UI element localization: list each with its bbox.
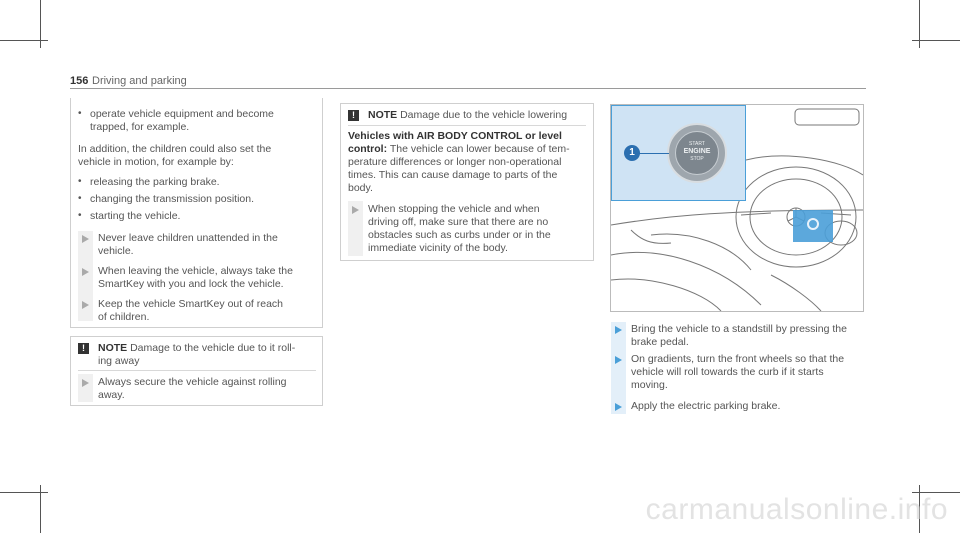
step-arrow-icon	[615, 326, 622, 334]
button-label: START	[689, 141, 705, 147]
button-label: ENGINE	[683, 148, 711, 155]
list-item: releasing the parking brake.	[90, 176, 220, 188]
step-text: Bring the vehicle to a standstill by pressing the	[631, 323, 847, 335]
step-text: Keep the vehicle SmartKey out of reach	[98, 298, 284, 310]
note-label: NOTE	[98, 342, 128, 354]
list-item: starting the vehicle.	[90, 210, 181, 222]
step-text: When leaving the vehicle, always take the	[98, 265, 293, 277]
step-text: Always secure the vehicle against rolling	[98, 376, 287, 388]
start-stop-button-face	[675, 131, 719, 175]
step-text: brake pedal.	[631, 336, 689, 348]
step-arrow-icon	[352, 206, 359, 214]
step-text: vehicle.	[98, 245, 134, 257]
step-text: obstacles such as curbs under or in the	[368, 229, 551, 241]
step-text: of children.	[98, 311, 150, 323]
note-heading	[368, 109, 567, 122]
bullet-dot: •	[78, 108, 82, 119]
step-arrow-icon	[82, 268, 89, 276]
text-line: In addition, the children could also set the	[78, 143, 272, 155]
divider	[348, 125, 586, 126]
step-arrow-icon	[82, 301, 89, 309]
note-title-line: ing away	[98, 355, 140, 367]
step-text: Never leave children unattended in the	[98, 232, 278, 244]
step-text: moving.	[631, 379, 668, 391]
note-bold-lead: control:	[348, 143, 388, 155]
button-label: STOP	[690, 156, 704, 162]
header-rule	[70, 88, 866, 89]
step-text: On gradients, turn the front wheels so that the	[631, 353, 845, 365]
note-title: Damage due to the vehicle lowering	[400, 109, 568, 121]
text-line: trapped, for example.	[90, 121, 190, 133]
note-label: NOTE	[368, 109, 398, 121]
divider	[78, 370, 316, 371]
step-arrow-icon	[615, 356, 622, 364]
page-number: 156	[70, 75, 89, 87]
exclamation-icon: !	[78, 343, 89, 354]
bullet-dot: •	[78, 176, 82, 187]
step-text: away.	[98, 389, 125, 401]
text-line: operate vehicle equipment and become	[90, 108, 274, 120]
step-arrow-icon	[82, 379, 89, 387]
step-text: vehicle will roll towards the curb if it starts	[631, 366, 824, 378]
note-heading	[98, 342, 295, 355]
step-text: When stopping the vehicle and when	[368, 203, 540, 215]
note-lead-line	[348, 143, 570, 156]
dashboard-illustration	[610, 104, 864, 312]
step-text: Apply the electric parking brake.	[631, 400, 781, 412]
text-line: vehicle in motion, for example by:	[78, 156, 234, 168]
crop-mark	[0, 40, 48, 41]
section-title: Driving and parking	[92, 75, 187, 87]
note-title: Damage to the vehicle due to it roll-	[130, 342, 296, 354]
step-text: immediate vicinity of the body.	[368, 242, 508, 254]
watermark: carmanualsonline.info	[645, 493, 948, 526]
note-body: The vehicle can lower because of tem-	[389, 143, 570, 155]
step-arrow-icon	[615, 403, 622, 411]
note-body: perature differences or longer non-operational	[348, 156, 562, 168]
step-bar	[611, 322, 626, 414]
note-bold-lead: Vehicles with AIR BODY CONTROL or level	[348, 130, 562, 142]
callout-marker: 1	[624, 145, 640, 161]
step-arrow-icon	[82, 235, 89, 243]
exclamation-icon: !	[348, 110, 359, 121]
step-text: SmartKey with you and lock the vehicle.	[98, 278, 284, 290]
bullet-dot: •	[78, 193, 82, 204]
step-text: driving off, make sure that there are no	[368, 216, 549, 228]
list-item: changing the transmission position.	[90, 193, 255, 205]
bullet-dot: •	[78, 210, 82, 221]
callout-leader	[637, 153, 669, 154]
note-body: times. This can cause damage to parts of the	[348, 169, 558, 181]
note-body: body.	[348, 182, 373, 194]
crop-mark	[0, 492, 48, 493]
crop-mark	[912, 40, 960, 41]
key-slot-icon	[807, 218, 819, 230]
